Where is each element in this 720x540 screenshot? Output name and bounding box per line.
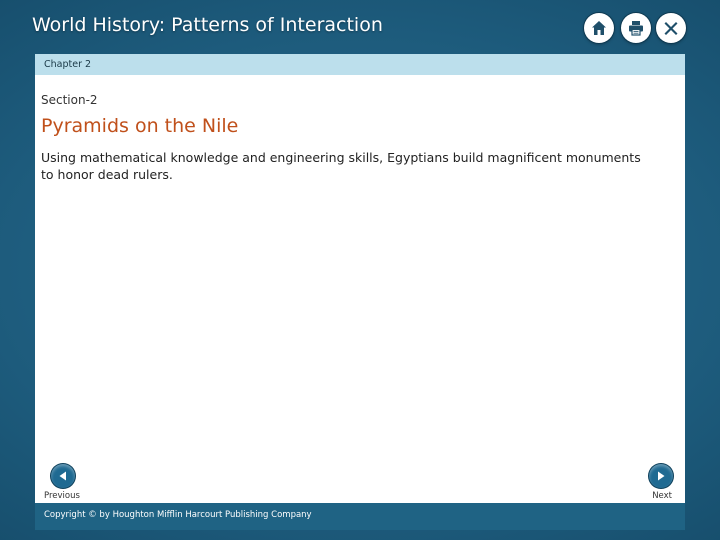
print-button[interactable]: [621, 13, 651, 43]
arrow-right-icon: [655, 470, 667, 482]
footer-bar: [35, 503, 685, 530]
chapter-bar: [35, 54, 685, 75]
home-icon: [590, 19, 608, 37]
print-icon: [627, 19, 645, 37]
home-button[interactable]: [584, 13, 614, 43]
page-heading: Pyramids on the Nile: [41, 115, 239, 137]
content-panel: [35, 75, 685, 503]
section-label: Section-2: [41, 93, 98, 107]
chapter-label: Chapter 2: [44, 59, 92, 70]
arrow-left-icon: [57, 470, 69, 482]
previous-button[interactable]: [51, 464, 75, 488]
app-title: World History: Patterns of Interaction: [32, 14, 383, 36]
close-button[interactable]: [656, 13, 686, 43]
body-text: Using mathematical knowledge and engineering skills, Egyptians build magnificent monuments to honor dead rulers.: [41, 150, 641, 182]
previous-label[interactable]: Previous: [44, 491, 80, 501]
copyright-text: Copyright © by Houghton Mifflin Harcourt Publishing Company: [44, 510, 312, 520]
close-icon: [662, 19, 680, 37]
next-label[interactable]: Next: [652, 491, 672, 501]
next-button[interactable]: [649, 464, 673, 488]
